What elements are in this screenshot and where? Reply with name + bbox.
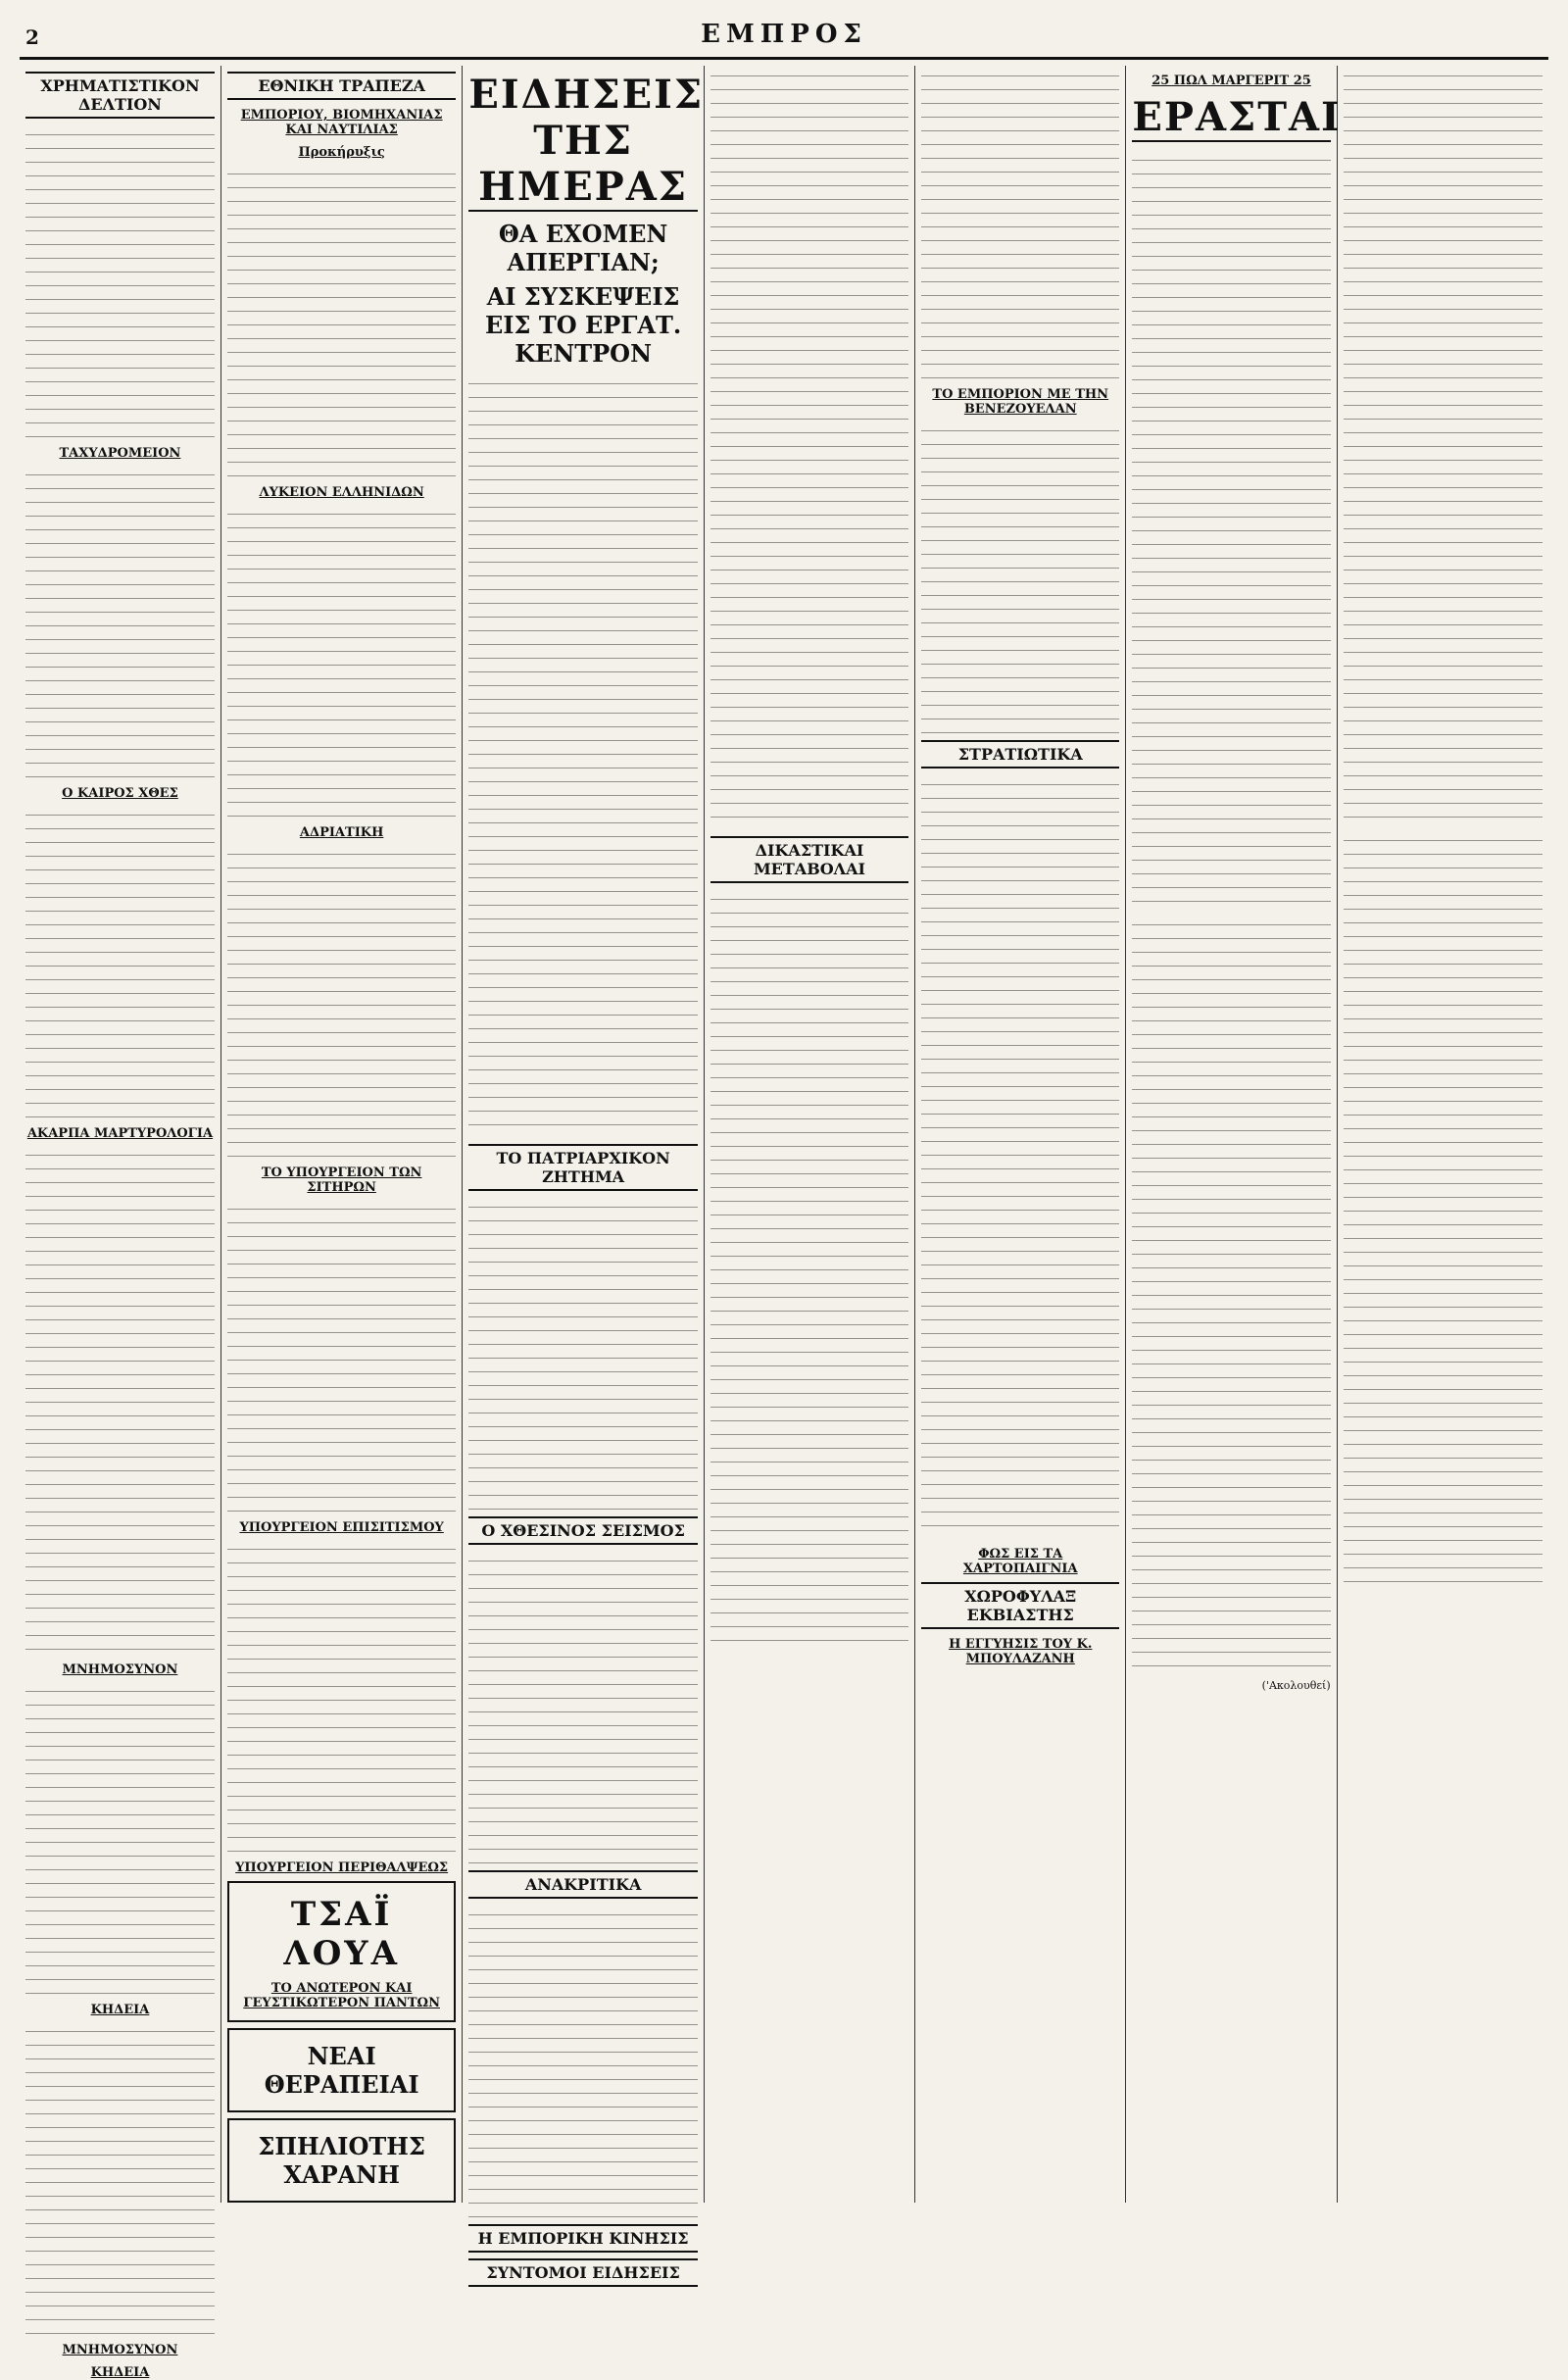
- ad-title: ΣΠΗΛΙΟΤΗΣ ΧΑΡΑΝΗ: [258, 2132, 425, 2189]
- ad-title: ΝΕΑΙ ΘΕΡΑΠΕΙΑΙ: [264, 2042, 419, 2099]
- masthead: [20, 14, 1548, 60]
- section-title: ΧΩΡΟΦΥΛΑΞ ΕΚΒΙΑΣΤΗΣ: [921, 1582, 1119, 1629]
- column-5: [915, 66, 1126, 2203]
- article-body: [710, 889, 908, 1654]
- column-2: [221, 66, 463, 2203]
- section-title: ΔΙΚΑΣΤΙΚΑΙ ΜΕΤΑΒΟΛΑΙ: [710, 836, 908, 883]
- section-title: ΜΝΗΜΟΣΥΝΟΝ: [62, 1662, 178, 1677]
- section-title: ΤΟ ΥΠΟΥΡΓΕΙΟΝ ΤΩΝ ΣΙΤΗΡΩΝ: [261, 1165, 422, 1195]
- article-body: [25, 1145, 215, 1655]
- stock-table: [25, 124, 215, 438]
- column-6: [1126, 66, 1342, 2203]
- section-title: ΑΔΡΙΑΤΙΚΗ: [299, 825, 384, 840]
- newspaper-title: ΕΜΠΡΟΣ: [701, 20, 867, 49]
- article-body: [921, 66, 1119, 379]
- article-body: [710, 66, 908, 830]
- column-7: [1338, 66, 1548, 2203]
- section-title: ΣΥΝΤΟΜΟΙ ΕΙΔΗΣΕΙΣ: [468, 2258, 697, 2287]
- article-body: [468, 1197, 697, 1511]
- section-title: Ο ΚΑΙΡΟΣ ΧΘΕΣ: [62, 786, 178, 801]
- advertisement: [227, 1881, 456, 2022]
- article-body: [25, 2021, 215, 2335]
- serial-header: 25 ΠΩΛ ΜΑΡΓΕΡΙΤ 25: [1152, 74, 1311, 88]
- section-title: ΤΟ ΠΑΤΡΙΑΡΧΙΚΟΝ ΖΗΤΗΜΑ: [468, 1144, 697, 1191]
- section-title: Ο ΧΘΕΣΙΝΟΣ ΣΕΙΣΜΟΣ: [468, 1516, 697, 1545]
- article-body: [921, 774, 1119, 1539]
- columns: [20, 66, 1548, 2380]
- section-title: ΥΠΟΥΡΓΕΙΟΝ ΕΠΙΣΙΤΙΣΜΟΥ: [239, 1520, 444, 1535]
- article-body: [227, 844, 456, 1158]
- advertisement: [227, 2028, 456, 2112]
- article-body: [1344, 830, 1543, 1595]
- article-body: [1344, 66, 1543, 830]
- article-body: [25, 465, 215, 778]
- section-subtitle: ΕΜΠΟΡΙΟΥ, ΒΙΟΜΗΧΑΝΙΑΣ ΚΑΙ ΝΑΥΤΙΛΙΑΣ: [240, 108, 443, 137]
- advertisement: [227, 2118, 456, 2203]
- article-body: [227, 504, 456, 818]
- section-title: Η ΕΓΓΥΗΣΙΣ ΤΟΥ Κ. ΜΠΟΥΛΑΖΑΝΗ: [949, 1637, 1093, 1666]
- section-title: ΚΗΔΕΙΑ: [90, 2003, 150, 2017]
- article-body: [1132, 150, 1330, 915]
- section-title: ΑΚΑΡΠΑ ΜΑΡΤΥΡΟΛΟΓΙΑ: [26, 1126, 214, 1141]
- column-3: [463, 66, 705, 2282]
- ad-title: ΤΣΑΪ ΛΟΥΑ: [283, 1895, 400, 1973]
- article-body: [25, 1681, 215, 1995]
- section-title: ΣΤΡΑΤΙΩΤΙΚΑ: [921, 740, 1119, 769]
- article-body: [468, 1551, 697, 1864]
- column-1: [20, 66, 221, 2380]
- section-title: ΦΩΣ ΕΙΣ ΤΑ ΧΑΡΤΟΠΑΙΓΝΙΑ: [962, 1547, 1078, 1576]
- section-title: ΜΝΗΜΟΣΥΝΟΝ: [62, 2343, 178, 2357]
- article-body: [468, 373, 697, 1138]
- page-number: 2: [25, 25, 39, 49]
- column-4: [705, 66, 915, 2203]
- article-body: [227, 1199, 456, 1512]
- headline: ΕΙΔΗΣΕΙΣ ΤΗΣ ΗΜΕΡΑΣ: [468, 72, 705, 210]
- section-title: ΕΘΝΙΚΗ ΤΡΑΠΕΖΑ: [227, 72, 456, 100]
- newspaper-page: [20, 14, 1548, 2380]
- article-body: [1132, 915, 1330, 1679]
- section-title: ΥΠΟΥΡΓΕΙΟΝ ΠΕΡΙΘΑΛΨΕΩΣ: [235, 1860, 449, 1875]
- article-body: [25, 805, 215, 1118]
- subheadline: ΘΑ ΕΧΟΜΕΝ ΑΠΕΡΓΙΑΝ;: [498, 220, 668, 276]
- section-title: ΑΝΑΚΡΙΤΙΚΑ: [468, 1870, 697, 1899]
- ad-text: ΤΟ ΑΝΩΤΕΡΟΝ ΚΑΙ ΓΕΥΣΤΙΚΩΤΕΡΟΝ ΠΑΝΤΩΝ: [243, 1981, 440, 2010]
- article-body: [227, 1539, 456, 1853]
- article-body: [227, 164, 456, 477]
- article-body: [921, 421, 1119, 734]
- section-title: ΚΗΔΕΙΑ: [90, 2365, 150, 2380]
- section-title: Η ΕΜΠΟΡΙΚΗ ΚΙΝΗΣΙΣ: [468, 2224, 697, 2253]
- serial-end: ('Ακολουθεί): [1261, 1679, 1331, 1692]
- section-title: ΤΑΧΥΔΡΟΜΕΙΟΝ: [59, 446, 181, 461]
- section-subtitle: Προκήρυξις: [298, 145, 385, 160]
- section-title: ΧΡΗΜΑΤΙΣΤΙΚΟΝ ΔΕΛΤΙΟΝ: [25, 72, 215, 119]
- article-body: [468, 1905, 697, 2218]
- section-title: ΤΟ ΕΜΠΟΡΙΟΝ ΜΕ ΤΗΝ ΒΕΝΕΖΟΥΕΛΑΝ: [932, 387, 1109, 417]
- serial-title: ΕΡΑΣΤΑΙ: [1132, 94, 1342, 140]
- subheadline: ΑΙ ΣΥΣΚΕΨΕΙΣ ΕΙΣ ΤΟ ΕΡΓΑΤ. ΚΕΝΤΡΟΝ: [485, 282, 682, 368]
- section-title: ΛΥΚΕΙΟΝ ΕΛΛΗΝΙΔΩΝ: [259, 485, 424, 500]
